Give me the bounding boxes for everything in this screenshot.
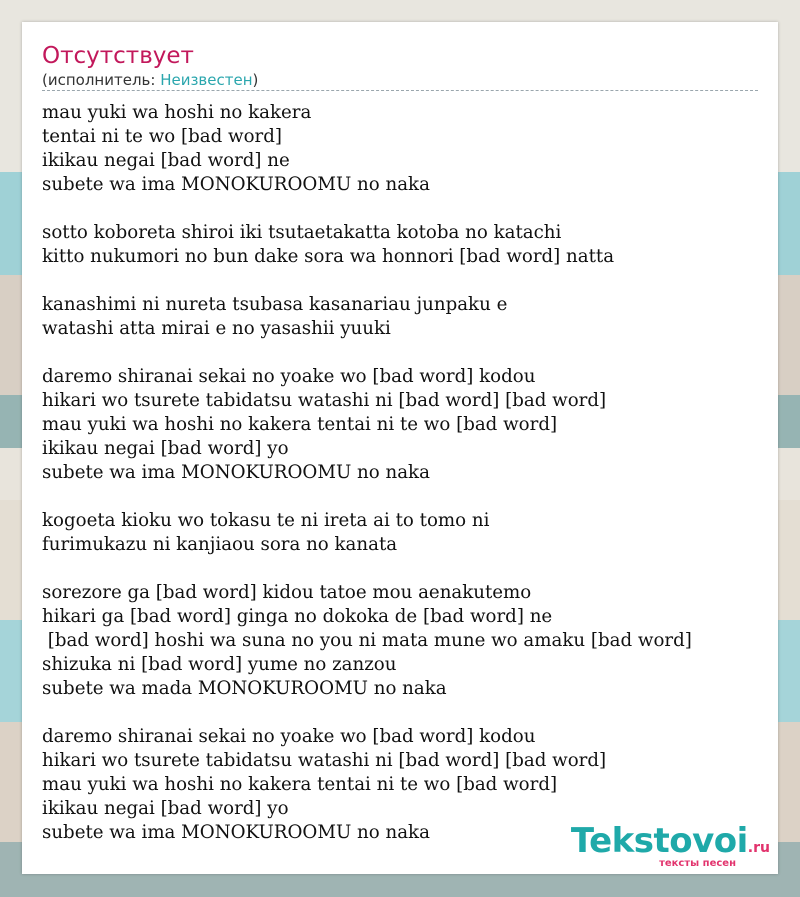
- lyric-line: ikikau negai [bad word] yo: [42, 798, 289, 819]
- lyric-line: sotto koboreta shiroi iki tsutaetakatta kotoba no katachi: [42, 222, 562, 243]
- title-divider: [42, 90, 758, 91]
- lyric-line: hikari ga [bad word] ginga no dokoka de [bad word] ne: [42, 606, 553, 627]
- lyric-line: [bad word] hoshi wa suna no you ni mata mune wo amaku [bad word]: [42, 630, 692, 651]
- lyric-line: kanashimi ni nureta tsubasa kasanariau junpaku e: [42, 294, 508, 315]
- lyric-line: watashi atta mirai e no yasashii yuuki: [42, 318, 391, 339]
- lyric-line: hikari wo tsurete tabidatsu watashi ni [bad word] [bad word]: [42, 750, 607, 771]
- lyric-line: furimukazu ni kanjiaou sora no kanata: [42, 534, 398, 555]
- lyric-blank-line: [42, 485, 692, 509]
- lyric-line: sorezore ga [bad word] kidou tatoe mou aenakutemo: [42, 582, 532, 603]
- lyric-line: mau yuki wa hoshi no kakera tentai ni te wo [bad word]: [42, 774, 558, 795]
- artist-prefix: (исполнитель:: [42, 71, 161, 89]
- lyric-line: ikikau negai [bad word] yo: [42, 438, 289, 459]
- logo-suffix: .ru: [747, 840, 770, 856]
- lyric-line: kogoeta kioku wo tokasu te ni ireta ai to tomo ni: [42, 510, 490, 531]
- artist-link[interactable]: Неизвестен: [160, 71, 253, 89]
- lyric-line: hikari wo tsurete tabidatsu watashi ni [bad word] [bad word]: [42, 390, 607, 411]
- lyric-line: subete wa mada MONOKUROOMU no naka: [42, 678, 447, 699]
- lyric-line: mau yuki wa hoshi no kakera: [42, 102, 312, 123]
- lyric-line: shizuka ni [bad word] yume no zanzou: [42, 654, 397, 675]
- lyric-line: tentai ni te wo [bad word]: [42, 126, 282, 147]
- lyrics-body: [42, 101, 692, 845]
- lyric-line: daremo shiranai sekai no yoake wo [bad word] kodou: [42, 366, 536, 387]
- lyric-blank-line: [42, 557, 692, 581]
- song-title: Отсутствует: [42, 43, 194, 69]
- lyric-line: daremo shiranai sekai no yoake wo [bad word] kodou: [42, 726, 536, 747]
- logo-tagline: тексты песен: [659, 858, 736, 869]
- lyric-blank-line: [42, 701, 692, 725]
- lyric-line: ikikau negai [bad word] ne: [42, 150, 290, 171]
- lyric-line: kitto nukumori no bun dake sora wa honnori [bad word] natta: [42, 246, 615, 267]
- lyric-line: mau yuki wa hoshi no kakera tentai ni te wo [bad word]: [42, 414, 558, 435]
- lyric-line: subete wa ima MONOKUROOMU no naka: [42, 462, 430, 483]
- lyrics-card: [22, 22, 778, 874]
- lyric-line: subete wa ima MONOKUROOMU no naka: [42, 174, 430, 195]
- lyric-blank-line: [42, 197, 692, 221]
- lyric-blank-line: [42, 341, 692, 365]
- artist-suffix: ): [252, 71, 259, 89]
- logo-name: Tekstovoi: [570, 821, 748, 861]
- lyric-line: subete wa ima MONOKUROOMU no naka: [42, 822, 430, 843]
- site-logo[interactable]: [560, 822, 770, 874]
- lyric-blank-line: [42, 269, 692, 293]
- artist-line: [42, 71, 258, 89]
